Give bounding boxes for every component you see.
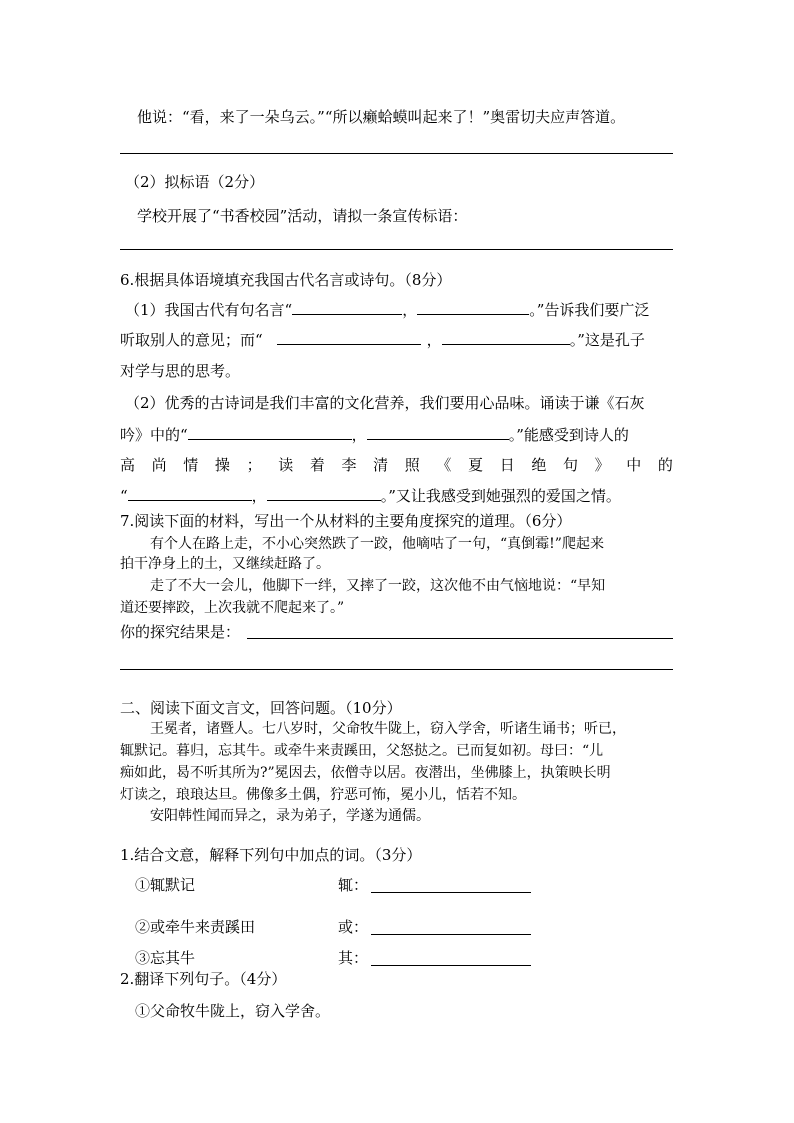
- q1-item-word: 其：: [338, 949, 369, 967]
- fill-blank[interactable]: [128, 486, 252, 501]
- q6-part2-text-a: 吟》中的“: [120, 426, 188, 444]
- char: 的: [657, 456, 673, 474]
- q6-part2-line1: （2）优秀的古诗词是我们丰富的文化营养，我们要用心品味。诵读于谦《石灰: [125, 394, 645, 412]
- q6-part1-line2: [120, 330, 645, 350]
- slogan-answer-line[interactable]: [120, 249, 673, 250]
- char: 》: [594, 456, 610, 474]
- q6-part2-line3-justified: [120, 455, 673, 475]
- q6-part2-text-c: “: [120, 487, 128, 505]
- char: 着: [309, 456, 325, 474]
- answer-line[interactable]: [371, 965, 531, 966]
- question-7-title: 7.阅读下面的材料，写出一个从材料的主要角度探究的道理。（6分）: [120, 512, 572, 530]
- answer-label: 你的探究结果是：: [120, 623, 241, 641]
- fill-blank[interactable]: [277, 330, 421, 345]
- sub-question-title: （2）拟标语（2分）: [125, 173, 265, 191]
- q6-part1-text-c: 听取别人的意见；而“: [120, 331, 263, 349]
- char: 日: [499, 456, 515, 474]
- answer-line[interactable]: [247, 638, 673, 639]
- fill-blank[interactable]: [442, 330, 570, 345]
- comma: ，: [426, 331, 442, 349]
- q1-item-phrase: ①辄默记: [135, 876, 196, 894]
- material-para1-line2: 拍干净身上的土，又继续赶路了。: [120, 556, 330, 572]
- classical-text-line5: 安阳韩性闻而异之，录为弟子，学遂为通儒。: [150, 808, 430, 824]
- comma: ，: [251, 487, 267, 505]
- char: ；: [246, 456, 262, 474]
- fill-blank[interactable]: [367, 425, 509, 440]
- classical-text-line1: 王冕者，诸暨人。七八岁时，父命牧牛陇上，窃入学舍，听诸生诵书；听已，: [150, 721, 626, 737]
- char: 李: [341, 456, 357, 474]
- fill-blank[interactable]: [267, 486, 381, 501]
- char: 尚: [151, 456, 167, 474]
- comma: ，: [402, 301, 418, 319]
- char: 夏: [468, 456, 484, 474]
- q6-part1-text-b: 。”告诉我们要广泛: [529, 301, 650, 319]
- fill-blank[interactable]: [292, 300, 402, 315]
- comma: ，: [351, 426, 367, 444]
- question-6-title: 6.根据具体语境填充我国古代名言或诗句。（8分）: [120, 271, 452, 289]
- fill-blank[interactable]: [417, 300, 529, 315]
- q1-item-phrase: ③忘其牛: [135, 949, 196, 967]
- q6-part2-line4: [120, 486, 621, 506]
- q6-part2-text-d: 。”又让我感受到她强烈的爱国之情。: [380, 487, 621, 505]
- material-para2-line1: 走了不大一会儿，他脚下一绊，又摔了一跤，这次他不由气恼地说：“早知: [150, 578, 606, 594]
- material-para2-line2: 道还要摔跤，上次我就不爬起来了。”: [120, 600, 345, 616]
- classical-text-line3: 痴如此，曷不听其所为?”冕因去，依僧寺以居。夜潜出，坐佛膝上，执策映长明: [120, 765, 611, 781]
- char: 读: [278, 456, 294, 474]
- q6-part1-line3: 对学与思的思考。: [120, 362, 241, 380]
- q6-part1-text-a: （1）我国古代有句名言“: [125, 301, 293, 319]
- q6-part1-line1: [125, 300, 649, 320]
- dialogue-sentence: 他说：“看，来了一朵乌云。”“所以癞蛤蟆叫起来了！”奥雷切夫应声答道。: [137, 108, 626, 126]
- q2-item: ①父命牧牛陇上，窃入学舍。: [135, 1002, 331, 1020]
- char: 照: [404, 456, 420, 474]
- q1-item-word: 辄：: [338, 876, 369, 894]
- char: 绝: [531, 456, 547, 474]
- char: 高: [120, 456, 136, 474]
- question-1-title: 1.结合文意，解释下列句中加点的词。（3分）: [120, 846, 422, 864]
- classical-text-line2: 辄默记。暮归，忘其牛。或牵牛来责蹊田，父怒挞之。已而复如初。母曰：“儿: [120, 743, 604, 759]
- fill-blank[interactable]: [188, 425, 352, 440]
- q1-item-word: 或：: [338, 918, 369, 936]
- slogan-prompt: 学校开展了“书香校园”活动，请拟一条宣传标语：: [137, 207, 468, 225]
- q6-part1-text-d: 。”这是孔子: [569, 331, 645, 349]
- char: 《: [436, 456, 452, 474]
- section-2-title: 二、阅读下面文言文，回答问题。（10分）: [120, 699, 402, 717]
- q6-part2-text-b: 。”能感受到诗人的: [508, 426, 629, 444]
- answer-line[interactable]: [371, 934, 531, 935]
- answer-line[interactable]: [120, 153, 673, 154]
- question-2-title: 2.翻译下列句子。（4分）: [120, 970, 287, 988]
- classical-text-line4: 灯读之，琅琅达旦。佛像多土偶，狞恶可怖，冕小儿，恬若不知。: [120, 787, 526, 803]
- char: 情: [183, 456, 199, 474]
- q6-part2-line2: [120, 425, 629, 445]
- char: 清: [373, 456, 389, 474]
- char: 中: [626, 456, 642, 474]
- char: 操: [214, 456, 230, 474]
- q1-item-phrase: ②或牵牛来责蹊田: [135, 918, 256, 936]
- char: 句: [562, 456, 578, 474]
- answer-line[interactable]: [371, 892, 531, 893]
- answer-line[interactable]: [120, 669, 673, 670]
- material-para1-line1: 有个人在路上走，不小心突然跌了一跤，他嘀咕了一句，“真倒霉!”爬起来: [150, 536, 604, 552]
